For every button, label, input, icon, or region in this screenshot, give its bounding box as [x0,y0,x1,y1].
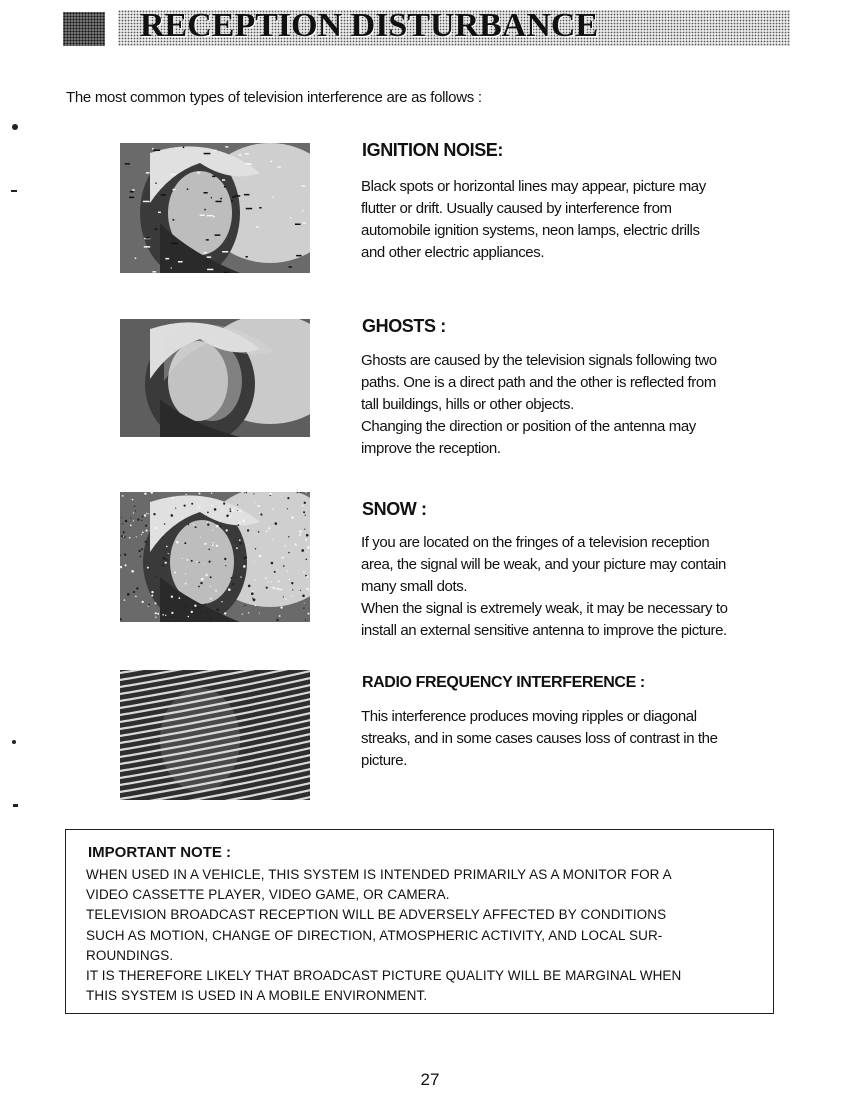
note-text [86,865,756,1006]
note-line: THIS SYSTEM IS USED IN A MOBILE ENVIRONMENT. [86,988,428,1004]
ghosts-photo [120,319,310,437]
intro-text: The most common types of television interference are as follows : [66,89,482,106]
body-line: improve the reception. [361,440,501,457]
body-line: and other electric appliances. [361,244,545,261]
body-line: many small dots. [361,578,468,595]
body-line: When the signal is extremely weak, it may be necessary to [361,600,728,617]
ignition-noise-photo [120,143,310,273]
page-number: 27 [420,1070,440,1089]
body-line: flutter or drift. Usually caused by interference from [361,200,672,217]
page-title: RECEPTION DISTURBANCE [140,7,599,44]
section-body-ghosts [361,350,781,460]
margin-mark [12,740,16,744]
section-heading-radio-frequency-interference: RADIO FREQUENCY INTERFERENCE : [362,674,645,691]
important-note-box [65,829,774,1014]
margin-mark [12,124,18,130]
note-title: IMPORTANT NOTE : [88,844,232,861]
body-line: If you are located on the fringes of a television reception [361,534,710,551]
section-body-radio-frequency-interference [361,706,781,772]
section-heading-ignition-noise: IGNITION NOISE: [362,140,504,160]
body-line: automobile ignition systems, neon lamps, electric drills [361,222,700,239]
snow-photo [120,492,310,622]
margin-mark [13,804,18,807]
note-line: WHEN USED IN A VEHICLE, THIS SYSTEM IS INTENDED PRIMARILY AS A MONITOR FOR A [86,867,672,882]
note-line: SUCH AS MOTION, CHANGE OF DIRECTION, ATMOSPHERIC ACTIVITY, AND LOCAL SUR- [86,927,663,943]
note-line: ROUNDINGS. [86,947,174,963]
body-line: picture. [361,752,407,769]
section-heading-ghosts: GHOSTS : [362,316,446,336]
section-heading-snow: SNOW : [362,499,427,519]
title-block-marker [63,12,105,46]
section-body-ignition-noise [361,176,781,264]
body-line: This interference produces moving ripples or diagonal [361,708,697,725]
note-line: IT IS THEREFORE LIKELY THAT BROADCAST PICTURE QUALITY WILL BE MARGINAL WHEN [86,968,682,984]
body-line: area, the signal will be weak, and your picture may contain [361,556,726,573]
body-line: Black spots or horizontal lines may appear, picture may [361,178,706,195]
body-line: Ghosts are caused by the television signals following two [361,352,717,369]
radio-frequency-photo [120,670,310,800]
body-line: tall buildings, hills or other objects. [361,396,574,413]
body-line: streaks, and in some cases causes loss of contrast in the [361,730,718,747]
note-line: TELEVISION BROADCAST RECEPTION WILL BE ADVERSELY AFFECTED BY CONDITIONS [86,907,667,923]
body-line: paths. One is a direct path and the other is reflected from [361,374,716,391]
body-line: Changing the direction or position of the antenna may [361,418,696,435]
body-line: install an external sensitive antenna to improve the picture. [361,622,727,639]
margin-mark [11,190,17,192]
section-body-snow [361,532,781,642]
note-line: VIDEO CASSETTE PLAYER, VIDEO GAME, OR CAMERA. [86,887,450,903]
